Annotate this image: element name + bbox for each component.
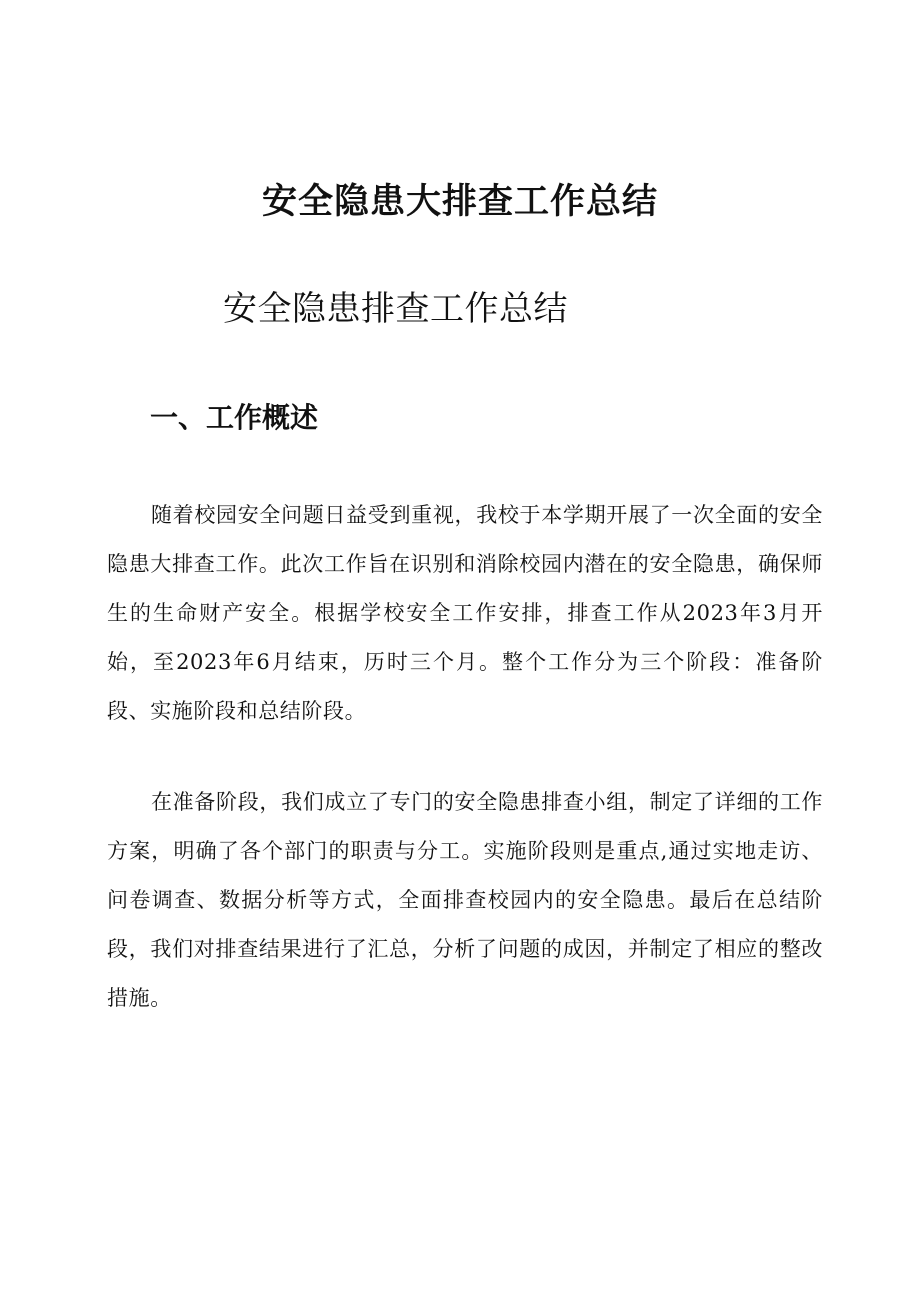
document-title: 安全隐患大排查工作总结	[261, 182, 658, 222]
paragraph-stages: 在准备阶段，我们成立了专门的安全隐患排查小组，制定了详细的工作方案，明确了各个部门的职责与分工。实施阶段则是重点,通过实地走访、问卷调查、数据分析等方式，全面排查校园内的安全隐患。最后在总结阶段，我们对排查结果进行了汇总，分析了问题的成因，并制定了相应的整改措施。	[107, 790, 823, 1010]
paragraph-overview: 随着校园安全问题日益受到重视，我校于本学期开展了一次全面的安全隐患大排查工作。此次工作旨在识别和消除校园内潜在的安全隐患，确保师生的生命财产安全。根据学校安全工作安排，排查工作从2023年3月开始，至2023年6月结束，历时三个月。整个工作分为三个阶段：准备阶段、实施阶段和总结阶段。	[107, 503, 823, 723]
section-heading: 一、工作概述	[150, 401, 319, 434]
document-subtitle: 安全隐患排查工作总结	[223, 289, 568, 329]
